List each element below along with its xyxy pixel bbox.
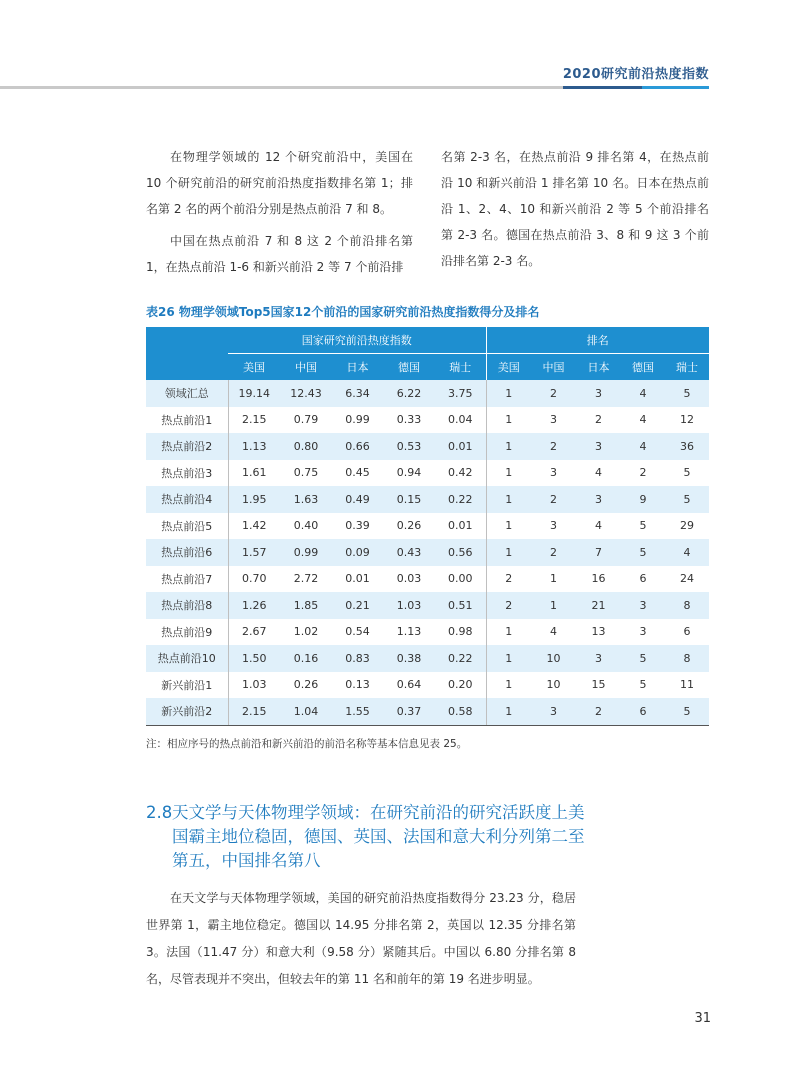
score-cell: 0.58 [435,698,486,725]
score-cell: 0.00 [448,572,473,586]
intro-paragraph-3: 名第 2-3 名，在热点前沿 9 排名第 4，在热点前沿 10 和新兴前沿 1 排名第 10 名。日本在热点前沿 1、2、4、10 和新兴前沿 2 等 5 个前沿排名第 2-3 名。德国在热点前沿 3、8 和 9 这 3 个前沿排名第 2-3 名。 [441,150,709,268]
score-cell: 1.13 [396,625,422,639]
score-cell: 0.01 [435,433,486,460]
rank-cell: 36 [665,433,709,460]
rank-cell: 1 [486,619,531,646]
score-cell: 0.09 [332,539,383,566]
score-cell: 6.34 [332,380,383,407]
score-cell: 0.45 [345,466,370,480]
row-label: 热点前沿7 [161,572,213,586]
table-row [146,539,709,566]
rank-cell: 2 [576,698,621,725]
row-label: 热点前沿1 [161,413,213,427]
rank-cell: 4 [550,625,558,639]
rank-cell: 1 [486,460,531,487]
score-cell: 0.22 [435,645,486,672]
score-cell: 0.98 [448,625,473,639]
score-cell: 1.04 [280,698,332,725]
score-cell: 1.03 [383,592,435,619]
header-rule-dark-blue [563,86,642,89]
table-row [146,645,709,672]
rank-cell: 12 [680,413,695,427]
rank-cell: 29 [680,519,695,533]
rank-cell: 16 [591,572,606,586]
rank-cell: 3 [576,486,621,513]
rank-cell: 4 [595,466,603,480]
score-cell: 0.99 [345,413,370,427]
score-cell: 0.42 [448,466,473,480]
table-row [146,672,709,699]
score-cell: 0.13 [345,678,370,692]
row-label: 热点前沿2 [146,433,228,460]
rank-cell: 10 [531,645,576,672]
header-rule-gray [0,86,563,89]
rank-cell: 1 [486,407,531,434]
rank-cell: 24 [680,572,695,586]
intro-right-column [441,144,709,275]
header-ranks-group: 排名 [486,327,709,354]
scores-table [146,327,709,726]
table-note: 注：相应序号的热点前沿和新兴前沿的前沿名称等基本信息见表 25。 [146,738,468,750]
rank-cell: 8 [665,592,709,619]
table-header-row-groups [146,327,709,354]
row-label: 热点前沿8 [146,592,228,619]
rank-cell: 5 [665,698,709,725]
score-cell: 0.66 [332,433,383,460]
score-cell: 0.37 [383,698,435,725]
score-cell: 0.49 [332,486,383,513]
header-country: 美国 [228,354,280,381]
rank-cell: 3 [621,592,665,619]
score-cell: 1.02 [293,625,319,639]
row-label: 新兴前沿1 [161,678,213,692]
row-label: 热点前沿10 [146,645,228,672]
score-cell: 0.20 [448,678,473,692]
header-country: 德国 [621,354,665,381]
rank-cell: 6 [683,625,691,639]
rank-cell: 3 [576,645,621,672]
row-label: 热点前沿6 [146,539,228,566]
score-cell: 0.26 [293,678,319,692]
rank-cell: 1 [486,539,531,566]
score-cell: 0.56 [435,539,486,566]
rank-cell: 2 [531,539,576,566]
section-heading-line-3: 第五，中国排名第八 [172,851,321,870]
rank-cell: 5 [683,466,691,480]
score-cell: 1.42 [228,513,280,540]
rank-cell: 3 [531,698,576,725]
score-cell: 0.38 [383,645,435,672]
rank-cell: 2 [595,413,603,427]
table-row [146,433,709,460]
rank-cell: 5 [621,539,665,566]
rank-cell: 1 [486,433,531,460]
score-cell: 0.15 [383,486,435,513]
section-heading-text-1: 天文学与天体物理学领域：在研究前沿的研究活跃度上美 [172,803,585,822]
rank-cell: 13 [591,625,606,639]
intro-paragraph-2: 中国在热点前沿 7 和 8 这 2 个前沿排名第 1，在热点前沿 1-6 和新兴前沿 2 等 7 个前沿排 [146,234,413,274]
score-cell: 0.01 [448,519,473,533]
rank-cell: 15 [591,678,606,692]
table-body [146,380,709,725]
table-row [146,566,709,593]
score-cell: 0.26 [396,519,422,533]
score-cell: 0.79 [293,413,319,427]
score-cell: 1.95 [228,486,280,513]
score-cell: 0.01 [345,572,370,586]
score-cell: 1.63 [280,486,332,513]
rank-cell: 2 [531,380,576,407]
table-row [146,592,709,619]
rank-cell: 2 [531,433,576,460]
rank-cell: 10 [546,678,561,692]
score-cell: 6.22 [383,380,435,407]
rank-cell: 4 [595,519,603,533]
rank-cell: 6 [639,572,647,586]
score-cell: 0.03 [396,572,422,586]
score-cell: 1.57 [228,539,280,566]
rank-cell: 3 [550,519,558,533]
rank-cell: 4 [639,413,647,427]
score-cell: 1.55 [332,698,383,725]
rank-cell: 4 [621,433,665,460]
score-cell: 2.15 [228,407,280,434]
table-row [146,619,709,646]
score-cell: 1.50 [228,645,280,672]
header-country: 瑞士 [435,354,486,381]
table-header-row-countries [146,354,709,381]
score-cell: 12.43 [280,380,332,407]
section-heading-line-2: 国霸主地位稳固，德国、英国、法国和意大利分列第二至 [172,827,585,846]
rank-cell: 8 [665,645,709,672]
header-country: 美国 [486,354,531,381]
page-number: 31 [694,1011,711,1026]
score-cell: 2.72 [293,572,319,586]
header-country: 中国 [531,354,576,381]
score-cell: 1.61 [228,460,280,487]
rank-cell: 9 [621,486,665,513]
section-number: 2.8 [146,803,173,822]
table-header-corner [146,327,228,380]
rank-cell: 2 [486,592,531,619]
score-cell: 0.75 [293,466,319,480]
score-cell: 0.80 [280,433,332,460]
table-row [146,513,709,540]
intro-paragraph-1: 在物理学领域的 12 个研究前沿中，美国在 10 个研究前沿的研究前沿热度指数排名第 1；排名第 2 名的两个前沿分别是热点前沿 7 和 8。 [146,150,413,216]
score-cell: 1.03 [228,672,280,699]
score-cell: 3.75 [435,380,486,407]
score-cell: 0.33 [396,413,422,427]
rank-cell: 7 [576,539,621,566]
row-label: 热点前沿9 [161,625,213,639]
score-cell: 1.85 [280,592,332,619]
rank-cell: 3 [550,413,558,427]
rank-cell: 3 [550,466,558,480]
row-label: 热点前沿5 [161,519,213,533]
rank-cell: 1 [531,592,576,619]
rank-cell: 1 [550,572,558,586]
header-rule-light-blue [642,86,709,89]
rank-cell: 11 [680,678,695,692]
table-row [146,460,709,487]
rank-cell: 1 [486,486,531,513]
header-country: 日本 [332,354,383,381]
rank-cell: 1 [486,698,531,725]
score-cell: 0.04 [448,413,473,427]
row-label: 热点前沿4 [146,486,228,513]
rank-cell: 1 [486,513,531,540]
score-cell: 1.13 [228,433,280,460]
rank-cell: 3 [639,625,647,639]
score-cell: 0.54 [345,625,370,639]
row-label: 新兴前沿2 [146,698,228,725]
rank-cell: 1 [486,645,531,672]
score-cell: 0.51 [435,592,486,619]
table-row [146,486,709,513]
score-cell: 0.64 [396,678,422,692]
score-cell: 19.14 [228,380,280,407]
section-heading-line-1 [146,801,616,825]
header-country: 中国 [280,354,332,381]
row-label: 领域汇总 [146,380,228,407]
rank-cell: 21 [576,592,621,619]
rank-cell: 5 [639,519,647,533]
score-cell: 0.83 [332,645,383,672]
table-title: 表26 物理学领域Top5国家12个前沿的国家研究前沿热度指数得分及排名 [146,305,540,319]
score-cell: 0.70 [228,566,280,593]
rank-cell: 4 [665,539,709,566]
rank-cell: 2 [639,466,647,480]
score-cell: 0.16 [280,645,332,672]
score-cell: 1.26 [228,592,280,619]
score-cell: 0.94 [396,466,422,480]
rank-cell: 2 [486,566,531,593]
intro-left-column [146,144,413,281]
rank-cell: 3 [576,380,621,407]
score-cell: 0.39 [345,519,370,533]
rank-cell: 1 [486,380,531,407]
header-country: 德国 [383,354,435,381]
table-row [146,407,709,434]
rank-cell: 4 [621,380,665,407]
running-header-title: 2020研究前沿热度指数 [562,67,709,82]
rank-cell: 5 [639,678,647,692]
score-cell: 0.21 [332,592,383,619]
section-paragraph: 在天文学与天体物理学领域，美国的研究前沿热度指数得分 23.23 分，稳居世界第 1，霸主地位稳定。德国以 14.95 分排名第 2，英国以 12.35 分排名第 3。法国（11.47 分）和意大利（9.58 分）紧随其后。中国以 6.80 分排名第 8 名，尽管表现并不突出，但较去年的第 11 名和前年的第 19 名进步明显。 [146,891,576,986]
header-scores-group: 国家研究前沿热度指数 [228,327,486,354]
score-cell: 0.40 [293,519,319,533]
score-cell: 0.53 [383,433,435,460]
score-cell: 0.22 [435,486,486,513]
table-row [146,380,709,407]
rank-cell: 5 [665,486,709,513]
score-cell: 0.99 [280,539,332,566]
table-row [146,698,709,725]
rank-cell: 3 [576,433,621,460]
header-country: 日本 [576,354,621,381]
row-label: 热点前沿3 [161,466,213,480]
header-country: 瑞士 [665,354,709,381]
score-cell: 0.43 [383,539,435,566]
section-heading [146,801,616,873]
rank-cell: 5 [665,380,709,407]
rank-cell: 6 [621,698,665,725]
score-cell: 2.67 [228,619,280,646]
rank-cell: 1 [486,672,531,699]
rank-cell: 5 [621,645,665,672]
rank-cell: 2 [531,486,576,513]
score-cell: 2.15 [228,698,280,725]
